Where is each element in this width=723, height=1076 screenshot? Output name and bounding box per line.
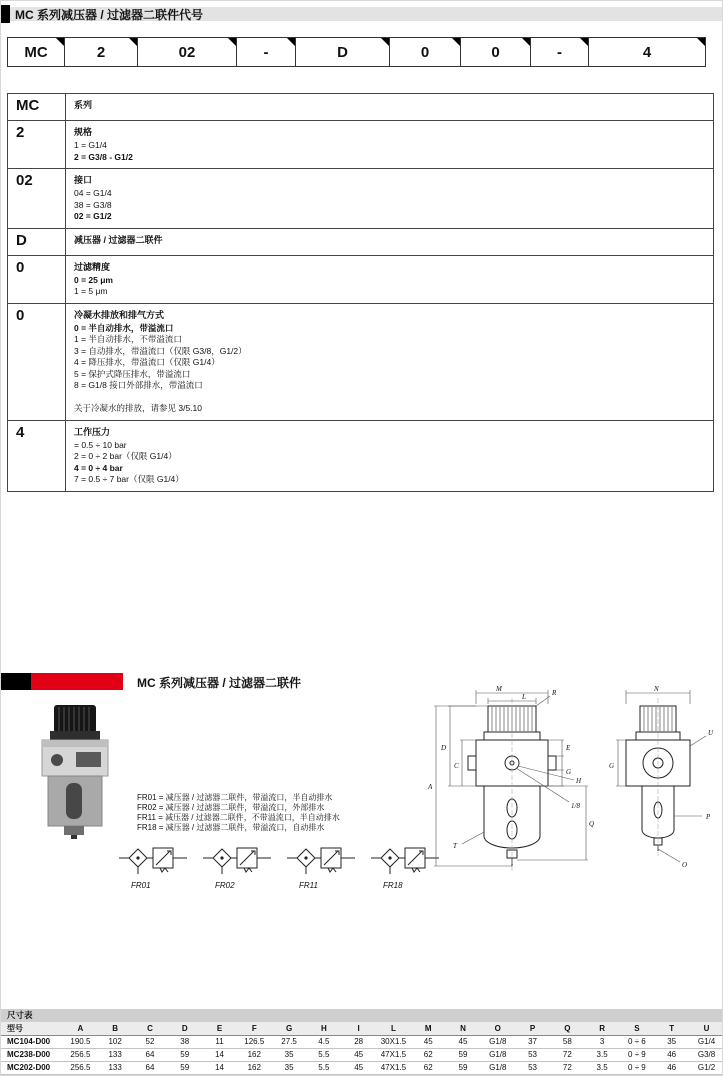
code-options bbox=[74, 188, 705, 223]
table-cell: 3.5 bbox=[585, 1061, 620, 1074]
code-options bbox=[74, 440, 705, 486]
code-options bbox=[74, 140, 705, 163]
dim-table-caption: 尺寸表 bbox=[1, 1009, 723, 1022]
table-row bbox=[1, 1048, 723, 1061]
table-cell: 37 bbox=[515, 1035, 550, 1048]
column-header: L bbox=[376, 1022, 411, 1035]
code-explanation-row bbox=[8, 229, 713, 256]
order-code-label: D bbox=[337, 43, 348, 61]
code-title: 接口 bbox=[74, 175, 93, 185]
code-option: 关于冷凝水的排放，请参见 3/5.10 bbox=[74, 403, 202, 413]
column-header: H bbox=[306, 1022, 341, 1035]
table-cell: 38 bbox=[167, 1035, 202, 1048]
order-code-label: 4 bbox=[642, 43, 652, 61]
code-explanation-row bbox=[8, 169, 713, 229]
column-header: F bbox=[237, 1022, 272, 1035]
order-code-label: - bbox=[263, 43, 269, 61]
table-cell: 59 bbox=[167, 1061, 202, 1074]
order-code-box bbox=[295, 37, 390, 67]
code-title: 规格 bbox=[74, 127, 93, 137]
table-cell: G3/8 bbox=[689, 1048, 723, 1061]
fr-descriptions bbox=[137, 793, 340, 833]
order-code-box bbox=[236, 37, 296, 67]
code-cell: 4 bbox=[8, 421, 66, 491]
table-cell: 35 bbox=[272, 1048, 307, 1061]
dim-label-l: L bbox=[522, 693, 526, 701]
dimension-table bbox=[1, 1022, 723, 1075]
corner-triangle-icon bbox=[522, 38, 530, 46]
code-explanation-row bbox=[8, 121, 713, 169]
dimension-table-body bbox=[1, 1035, 723, 1074]
code-cell: 02 bbox=[8, 169, 66, 228]
table-cell: 45 bbox=[341, 1048, 376, 1061]
column-header: I bbox=[341, 1022, 376, 1035]
table-cell: 102 bbox=[98, 1035, 133, 1048]
table-cell: G1/8 bbox=[480, 1035, 515, 1048]
table-cell: 256.5 bbox=[63, 1048, 98, 1061]
table-cell: 35 bbox=[654, 1035, 689, 1048]
table-cell: 3.5 bbox=[585, 1048, 620, 1061]
section-title: MC 系列减压器 / 过滤器二联件 bbox=[137, 676, 301, 690]
pneumatic-symbol bbox=[119, 842, 187, 890]
order-code-box bbox=[588, 37, 706, 67]
code-option: 0 = 25 μm bbox=[74, 274, 113, 285]
dim-label-n: N bbox=[654, 685, 659, 693]
table-row bbox=[1, 1061, 723, 1074]
table-cell: G1/4 bbox=[689, 1035, 723, 1048]
code-cell: 0 bbox=[8, 304, 66, 420]
column-header: N bbox=[446, 1022, 481, 1035]
code-options bbox=[74, 275, 705, 298]
code-option: 2 = G3/8 - G1/2 bbox=[74, 151, 133, 162]
order-code-box bbox=[530, 37, 589, 67]
order-code-label: 2 bbox=[96, 43, 106, 61]
fr-description-line: FR02 = 减压器 / 过滤器二联件，带溢流口，外部排水 bbox=[137, 803, 325, 812]
code-title: 减压器 / 过滤器二联件 bbox=[74, 234, 163, 245]
table-cell: 45 bbox=[446, 1035, 481, 1048]
code-option: 1 = G1/4 bbox=[74, 140, 107, 150]
technical-drawings bbox=[426, 684, 723, 897]
table-cell: MC202-D00 bbox=[1, 1061, 63, 1074]
table-cell: 28 bbox=[341, 1035, 376, 1048]
code-explanation-row bbox=[8, 304, 713, 421]
order-code-row bbox=[7, 37, 706, 67]
table-cell: 5.5 bbox=[306, 1048, 341, 1061]
code-explanation-row bbox=[8, 421, 713, 491]
table-cell: 59 bbox=[446, 1061, 481, 1074]
code-option: 04 = G1/4 bbox=[74, 188, 112, 198]
table-cell: 59 bbox=[446, 1048, 481, 1061]
code-description bbox=[66, 94, 713, 120]
fr-description-line: FR11 = 减压器 / 过滤器二联件，不带溢流口，半自动排水 bbox=[137, 813, 340, 822]
symbol-label: FR11 bbox=[299, 881, 318, 890]
code-title: 系列 bbox=[74, 100, 93, 110]
dim-label-u: U bbox=[708, 729, 714, 737]
table-cell: 133 bbox=[98, 1061, 133, 1074]
code-explanation-table bbox=[7, 93, 714, 492]
table-cell: 4.5 bbox=[306, 1035, 341, 1048]
code-title: 冷凝水排放和排气方式 bbox=[74, 309, 165, 320]
table-cell: 59 bbox=[167, 1048, 202, 1061]
table-cell: 133 bbox=[98, 1048, 133, 1061]
dim-label-r: R bbox=[552, 689, 557, 697]
corner-triangle-icon bbox=[287, 38, 295, 46]
code-options bbox=[74, 323, 705, 415]
order-code-label: 02 bbox=[178, 43, 196, 61]
order-code-label: - bbox=[557, 43, 562, 61]
table-cell: 27.5 bbox=[272, 1035, 307, 1048]
section-red-bar bbox=[1, 673, 123, 690]
table-cell: 0 ÷ 9 bbox=[620, 1048, 655, 1061]
code-option: 1 = 半自动排水，不带溢流口 bbox=[74, 334, 182, 344]
corner-triangle-icon bbox=[697, 38, 705, 46]
order-code-box bbox=[137, 37, 237, 67]
dim-label-g: G bbox=[566, 768, 572, 776]
table-cell: 162 bbox=[237, 1061, 272, 1074]
corner-triangle-icon bbox=[381, 38, 389, 46]
section-black-block bbox=[1, 673, 31, 690]
dim-label-a: A bbox=[428, 783, 433, 791]
product-photo bbox=[34, 703, 114, 844]
column-header: Q bbox=[550, 1022, 585, 1035]
table-cell: 14 bbox=[202, 1048, 237, 1061]
table-cell: 0 ÷ 9 bbox=[620, 1061, 655, 1074]
column-header: S bbox=[620, 1022, 655, 1035]
filter-regulator-symbol-icon bbox=[287, 842, 355, 880]
corner-triangle-icon bbox=[580, 38, 588, 46]
code-option: 4 = 降压排水，带溢流口（仅限 G1/4） bbox=[74, 357, 220, 367]
table-cell: 58 bbox=[550, 1035, 585, 1048]
column-header: P bbox=[515, 1022, 550, 1035]
code-explanation-row bbox=[8, 94, 713, 121]
pneumatic-symbols bbox=[119, 842, 439, 890]
dimension-table-head bbox=[1, 1022, 723, 1035]
fr-description-line: FR18 = 减压器 / 过滤器二联件，带溢流口，自动排水 bbox=[137, 823, 325, 832]
column-header: M bbox=[411, 1022, 446, 1035]
table-cell: 52 bbox=[133, 1035, 168, 1048]
table-cell: 72 bbox=[550, 1048, 585, 1061]
corner-triangle-icon bbox=[228, 38, 236, 46]
filter-regulator-symbol-icon bbox=[119, 842, 187, 880]
dim-label-port: 1/8 bbox=[571, 802, 580, 810]
table-cell: 126.5 bbox=[237, 1035, 272, 1048]
dim-label-m: M bbox=[496, 685, 502, 693]
column-header: C bbox=[133, 1022, 168, 1035]
column-header: B bbox=[98, 1022, 133, 1035]
header-row bbox=[1, 1022, 723, 1035]
table-cell: 14 bbox=[202, 1061, 237, 1074]
order-code-box bbox=[64, 37, 138, 67]
code-cell: D bbox=[8, 229, 66, 255]
code-description bbox=[66, 169, 713, 228]
code-option: 7 = 0.5 ÷ 7 bar（仅限 G1/4） bbox=[74, 474, 184, 484]
dim-label-p: P bbox=[706, 813, 711, 821]
code-explanation-row bbox=[8, 256, 713, 304]
code-option: 8 = G1/8 接口外部排水，带溢流口 bbox=[74, 380, 203, 390]
code-description bbox=[66, 256, 713, 303]
table-cell: 30X1.5 bbox=[376, 1035, 411, 1048]
page-title: MC 系列减压器 / 过滤器二联件代号 bbox=[15, 8, 203, 22]
order-code-box bbox=[7, 37, 65, 67]
table-cell: 64 bbox=[133, 1048, 168, 1061]
code-option: 2 = 0 ÷ 2 bar（仅限 G1/4） bbox=[74, 451, 177, 461]
column-header: D bbox=[167, 1022, 202, 1035]
column-header: 型号 bbox=[1, 1022, 63, 1035]
code-option: 4 = 0 ÷ 4 bar bbox=[74, 462, 123, 473]
symbol-label: FR18 bbox=[383, 881, 403, 890]
table-cell: 162 bbox=[237, 1048, 272, 1061]
table-cell: 11 bbox=[202, 1035, 237, 1048]
table-cell: 62 bbox=[411, 1061, 446, 1074]
dim-label-o: O bbox=[682, 861, 688, 869]
code-option: 3 = 自动排水，带溢流口（仅限 G3/8，G1/2） bbox=[74, 345, 247, 356]
table-cell: 190.5 bbox=[63, 1035, 98, 1048]
code-option: 0 = 半自动排水，带溢流口 bbox=[74, 322, 174, 333]
table-cell: 47X1.5 bbox=[376, 1048, 411, 1061]
table-cell: 47X1.5 bbox=[376, 1061, 411, 1074]
pneumatic-symbol bbox=[203, 842, 271, 890]
column-header: E bbox=[202, 1022, 237, 1035]
column-header: U bbox=[689, 1022, 723, 1035]
table-cell: 62 bbox=[411, 1048, 446, 1061]
code-option: 38 = G3/8 bbox=[74, 199, 112, 210]
code-option: 5 = 保护式降压排水，带溢流口 bbox=[74, 368, 191, 379]
fr-description-line: FR01 = 减压器 / 过滤器二联件，带溢流口，半自动排水 bbox=[137, 793, 333, 802]
column-header: O bbox=[480, 1022, 515, 1035]
symbol-label: FR01 bbox=[131, 881, 151, 890]
header-accent-block bbox=[1, 5, 10, 23]
order-code-box bbox=[389, 37, 461, 67]
code-option: = 0.5 ÷ 10 bar bbox=[74, 439, 127, 450]
code-cell: 2 bbox=[8, 121, 66, 168]
column-header: R bbox=[585, 1022, 620, 1035]
table-cell: G1/8 bbox=[480, 1048, 515, 1061]
code-description bbox=[66, 229, 713, 255]
code-title: 过滤精度 bbox=[74, 261, 111, 272]
code-cell: 0 bbox=[8, 256, 66, 303]
order-code-box bbox=[460, 37, 531, 67]
table-cell: MC104-D00 bbox=[1, 1035, 63, 1048]
dim-label-q: Q bbox=[589, 820, 595, 828]
column-header: G bbox=[272, 1022, 307, 1035]
table-cell: 3 bbox=[585, 1035, 620, 1048]
table-cell: 45 bbox=[341, 1061, 376, 1074]
table-cell: MC238-D00 bbox=[1, 1048, 63, 1061]
table-row bbox=[1, 1035, 723, 1048]
code-description bbox=[66, 421, 713, 491]
code-description bbox=[66, 304, 713, 420]
table-cell: G1/2 bbox=[689, 1061, 723, 1074]
corner-triangle-icon bbox=[129, 38, 137, 46]
table-cell: 0 ÷ 6 bbox=[620, 1035, 655, 1048]
table-cell: 53 bbox=[515, 1048, 550, 1061]
dim-label-c: C bbox=[454, 762, 459, 770]
table-cell: 256.5 bbox=[63, 1061, 98, 1074]
table-cell: 53 bbox=[515, 1061, 550, 1074]
order-code-label: 0 bbox=[420, 43, 430, 61]
order-code-label: 0 bbox=[491, 43, 500, 61]
column-header: T bbox=[654, 1022, 689, 1035]
pneumatic-symbol bbox=[287, 842, 355, 890]
table-cell: G1/8 bbox=[480, 1061, 515, 1074]
symbol-label: FR02 bbox=[215, 881, 235, 890]
table-cell: 46 bbox=[654, 1048, 689, 1061]
dim-label-g2: G bbox=[609, 762, 615, 770]
code-title: 工作压力 bbox=[74, 426, 111, 437]
column-header: A bbox=[63, 1022, 98, 1035]
dim-label-e: E bbox=[566, 744, 571, 752]
dim-label-h: H bbox=[576, 777, 582, 785]
table-cell: 5.5 bbox=[306, 1061, 341, 1074]
table-cell: 46 bbox=[654, 1061, 689, 1074]
table-cell: 72 bbox=[550, 1061, 585, 1074]
order-code-label: MC bbox=[24, 43, 48, 61]
table-cell: 35 bbox=[272, 1061, 307, 1074]
filter-regulator-photo bbox=[34, 703, 114, 839]
code-description bbox=[66, 121, 713, 168]
corner-triangle-icon bbox=[56, 38, 64, 46]
filter-regulator-symbol-icon bbox=[203, 842, 271, 880]
dim-label-t: T bbox=[453, 842, 457, 850]
dimension-drawing bbox=[426, 684, 723, 892]
corner-triangle-icon bbox=[452, 38, 460, 46]
code-cell: MC bbox=[8, 94, 66, 120]
dim-label-d: D bbox=[441, 744, 447, 752]
code-option: 02 = G1/2 bbox=[74, 211, 112, 221]
table-cell: 64 bbox=[133, 1061, 168, 1074]
table-cell: 45 bbox=[411, 1035, 446, 1048]
code-option bbox=[74, 392, 705, 404]
code-option: 1 = 5 μm bbox=[74, 286, 108, 296]
